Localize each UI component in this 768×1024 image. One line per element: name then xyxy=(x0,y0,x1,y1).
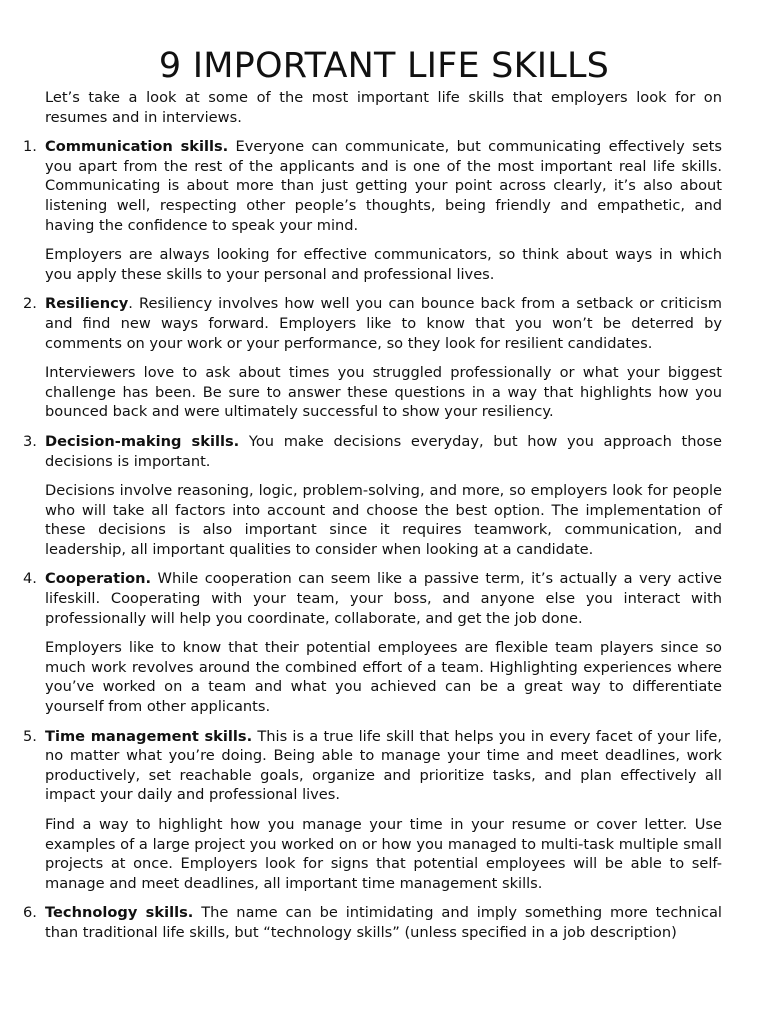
skill-name: Resiliency xyxy=(45,295,129,313)
skill-item-technology xyxy=(23,903,722,942)
skill-name: Communication skills. xyxy=(45,138,229,156)
skill-description xyxy=(45,903,722,942)
skill-item-cooperation xyxy=(23,569,722,716)
skill-description xyxy=(45,137,722,235)
skill-extra-paragraph: Find a way to highlight how you manage your time in your resume or cover letter. Use examples of a large project you worked on or how you managed to multi-task multiple small projects at once. Employers look for signs that potential employees will be able to self-manage and meet deadlines, all important time management skills. xyxy=(45,816,722,892)
skill-name: Time management skills. xyxy=(45,727,253,745)
skill-description xyxy=(45,432,722,471)
intro-paragraph: Let’s take a look at some of the most important life skills that employers look for on resumes and in interviews. xyxy=(45,89,722,126)
skill-extra-paragraph: Decisions involve reasoning, logic, problem-solving, and more, so employers look for people who will take all factors into account and choose the best option. The implementation of these decisions is also important since it requires teamwork, communication, and leadership, all important qualities to consider when looking at a candidate. xyxy=(45,482,722,558)
skill-text: The name can be intimidating and imply something more technical than traditional life skills, but “technology skills” (unless specified in a job description) xyxy=(45,904,722,941)
skill-name: Cooperation. xyxy=(45,570,152,588)
skill-extra-paragraph: Employers are always looking for effective communicators, so think about ways in which you apply these skills to your personal and professional lives. xyxy=(45,246,722,283)
skill-description xyxy=(45,727,722,805)
skill-name: Decision-making skills. xyxy=(45,432,240,450)
skill-extra-paragraph: Interviewers love to ask about times you struggled professionally or what your biggest challenge has been. Be sure to answer these questions in a way that highlights how you bounced back and were ultimately successful to show your resiliency. xyxy=(45,364,722,421)
skill-text: Everyone can communicate, but communicating effectively sets you apart from the rest of the applicants and is one of the most important real life skills. Communicating is about more than just getting your point across clearly, it’s also about listening well, respecting other people’s thoughts, being friendly and empathetic, and having the confidence to speak your mind. xyxy=(45,138,722,234)
page-title: 9 IMPORTANT LIFE SKILLS xyxy=(158,46,610,86)
skill-item-resiliency xyxy=(23,294,722,422)
skill-extra-paragraph: Employers like to know that their potential employees are flexible team players since so much work revolves around the combined effort of a team. Highlighting experiences where you’ve worked on a team and what you achieved can be a great way to differentiate yourself from other applicants. xyxy=(45,639,722,716)
skill-description xyxy=(45,569,722,628)
skill-text: While cooperation can seem like a passive term, it’s actually a very active lifeskill. Cooperating with your team, your boss, and anyone else you interact with professionally will help you coordinate, collaborate, and get the job done. xyxy=(45,570,722,627)
skill-item-time-management xyxy=(23,727,722,894)
list-number: 2. xyxy=(23,295,37,313)
list-number: 3. xyxy=(23,432,37,450)
list-number: 6. xyxy=(23,904,37,922)
list-number: 1. xyxy=(23,138,37,156)
list-number: 4. xyxy=(23,570,37,588)
skills-list xyxy=(23,137,722,942)
skill-text: This is a true life skill that helps you in every facet of your life, no matter what you’re doing. Being able to manage your time and meet deadlines, work productively, set reachable goals, organize and prioritize tasks, and plan effectively all impact your daily and professional lives. xyxy=(45,727,722,804)
skill-item-decision-making xyxy=(23,432,722,560)
list-number: 5. xyxy=(23,727,37,745)
skill-text: . Resiliency involves how well you can bounce back from a setback or criticism and find new ways forward. Employers like to know that you won’t be deterred by comments on your work or your performance, so they look for resilient candidates. xyxy=(45,295,722,352)
skill-description xyxy=(45,294,722,353)
skill-text: You make decisions everyday, but how you approach those decisions is important. xyxy=(45,432,722,470)
skill-name: Technology skills. xyxy=(45,904,194,922)
skill-item-communication xyxy=(23,137,722,284)
document-body xyxy=(23,88,722,953)
